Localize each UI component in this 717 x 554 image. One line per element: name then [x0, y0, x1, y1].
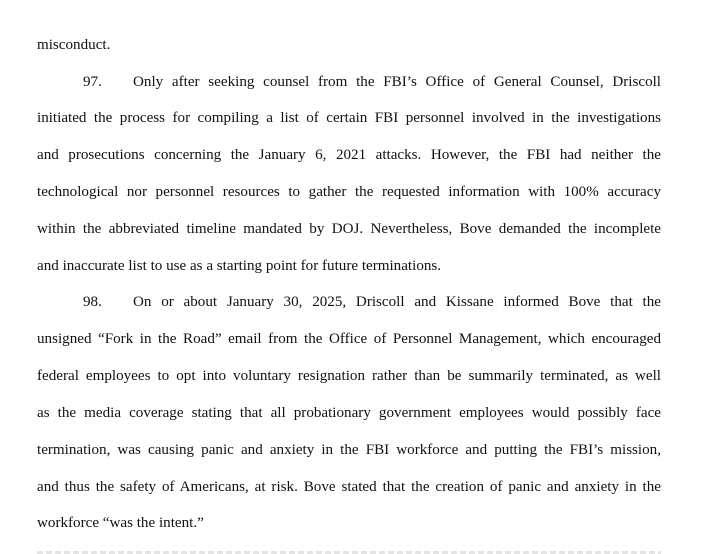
- text-line: Only after seeking counsel from the FBI’s Office of General Counsel, Driscoll: [133, 74, 661, 90]
- text-line: as the media coverage stating that all probationary government employees would possibly face: [37, 405, 661, 421]
- text-line: and inaccurate list to use as a starting point for future terminations.: [37, 258, 442, 274]
- text-line: termination, was causing panic and anxiety in the FBI workforce and putting the FBI’s mission,: [37, 442, 661, 458]
- text-line: within the abbreviated timeline mandated by DOJ. Nevertheless, Bove demanded the incomplete: [37, 221, 661, 237]
- paragraph-number: 98.: [83, 294, 102, 310]
- paragraph-98-first-line: [83, 292, 661, 312]
- text-line: workforce “was the intent.”: [37, 515, 204, 531]
- text-line: unsigned “Fork in the Road” email from the Office of Personnel Management, which encouraged: [37, 331, 661, 347]
- text-line: and thus the safety of Americans, at risk. Bove stated that the creation of panic and anxiety in the: [37, 479, 661, 495]
- text-line: technological nor personnel resources to gather the requested information with 100% accuracy: [37, 184, 661, 200]
- text-line: and prosecutions concerning the January 6, 2021 attacks. However, the FBI had neither the: [37, 147, 661, 163]
- cropped-next-line: [37, 550, 661, 554]
- text-line: On or about January 30, 2025, Driscoll and Kissane informed Bove that the: [133, 294, 661, 310]
- text-line: federal employees to opt into voluntary resignation rather than be summarily terminated, as well: [37, 368, 661, 384]
- paragraph-number: 97.: [83, 74, 102, 90]
- paragraph-97-first-line: [83, 72, 661, 92]
- text-line: initiated the process for compiling a list of certain FBI personnel involved in the investigations: [37, 110, 661, 126]
- text-line: misconduct.: [37, 37, 111, 53]
